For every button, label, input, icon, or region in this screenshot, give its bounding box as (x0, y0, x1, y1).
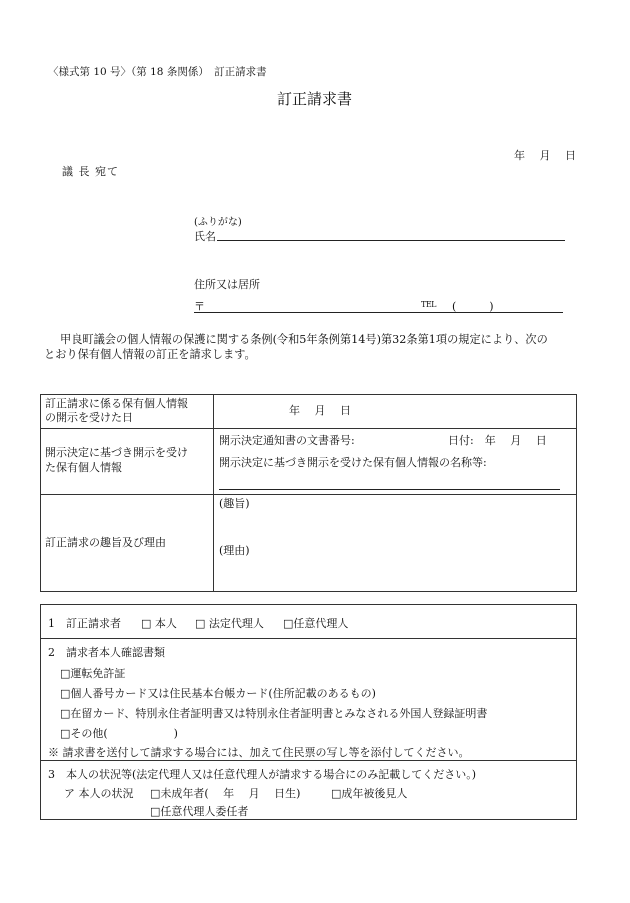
section2-note: ※ 請求書を送付して請求する場合には、加えて住民票の写し等を添付してください。 (48, 746, 470, 759)
notice-doc-number-field[interactable]: 開示決定通知書の文書番号: (219, 434, 355, 447)
tel-field[interactable] (420, 312, 563, 313)
table-row-divider (40, 428, 577, 429)
id-doc-drivers-license-checkbox[interactable]: □運転免許証 (60, 667, 126, 680)
section2-heading: 2 請求者本人確認書類 (48, 646, 165, 659)
row2-label-line1: 開示決定に基づき開示を受け (45, 446, 188, 459)
page-title: 訂正請求書 (277, 90, 353, 108)
id-doc-residence-card-checkbox[interactable]: □在留カード、特別永住者証明書又は特別永住者証明書とみなされる外国人登録証明書 (60, 707, 488, 720)
table-column-divider (213, 394, 214, 592)
date-line: 年 月 日 (514, 149, 576, 162)
status-delegator-checkbox[interactable]: □任意代理人委任者 (150, 805, 249, 818)
address-label: 住所又は居所 (194, 278, 260, 291)
principal-status-label: ア 本人の状況 (64, 787, 134, 800)
addressee: 議 長 宛て (62, 165, 119, 178)
notice-date-field[interactable]: 日付: 年 月 日 (448, 434, 547, 447)
requester-self-checkbox[interactable]: □ 本人 (141, 617, 177, 630)
row1-label-line2: の開示を受けた日 (45, 411, 133, 424)
reason-field[interactable]: (理由) (219, 544, 250, 557)
section3-heading: 3 本人の状況等(法定代理人又は任意代理人が請求する場合にのみ記載してください。) (48, 768, 477, 781)
id-doc-other-checkbox[interactable]: □その他( ) (60, 727, 178, 740)
requester-legal-agent-checkbox[interactable]: □ 法定代理人 (195, 617, 264, 630)
status-minor-checkbox[interactable]: □未成年者( 年 月 日生) (150, 787, 301, 800)
form-number-note: 〈様式第 10 号〉（第 18 条関係） 訂正請求書 (48, 66, 267, 78)
section-divider (40, 638, 577, 639)
furigana-label: (ふりがな) (194, 217, 242, 228)
table-row-divider (40, 494, 577, 495)
row2-label-line2: た保有個人情報 (45, 461, 122, 474)
row3-label: 訂正請求の趣旨及び理由 (45, 536, 166, 549)
name-field[interactable] (217, 240, 565, 241)
status-adult-ward-checkbox[interactable]: □成年被後見人 (331, 787, 408, 800)
tel-label: TEL (421, 300, 436, 309)
postal-mark: 〒 (194, 300, 205, 313)
section1-heading: 1 訂正請求者 (48, 617, 121, 630)
intro-line-2: とおり保有個人情報の訂正を請求します。 (44, 348, 256, 361)
section-divider (40, 760, 577, 761)
purpose-field[interactable]: (趣旨) (219, 497, 250, 510)
address-field[interactable] (194, 312, 420, 313)
disclosure-date-field[interactable]: 年 月 日 (289, 404, 351, 417)
id-doc-my-number-card-checkbox[interactable]: □個人番号カード又は住民基本台帳カード(住所記載のあるもの) (60, 687, 376, 700)
name-label: 氏名 (194, 230, 216, 243)
disclosed-info-name-field[interactable]: 開示決定に基づき開示を受けた保有個人情報の名称等: (219, 456, 487, 469)
disclosed-info-name-underline (219, 489, 560, 490)
row1-label-line1: 訂正請求に係る保有個人情報 (45, 397, 188, 410)
tel-parens: ( ) (452, 300, 494, 313)
intro-line-1: 甲良町議会の個人情報の保護に関する条例(令和5年条例第14号)第32条第1項の規定により、次の (60, 333, 548, 346)
requester-voluntary-agent-checkbox[interactable]: □任意代理人 (283, 617, 349, 630)
